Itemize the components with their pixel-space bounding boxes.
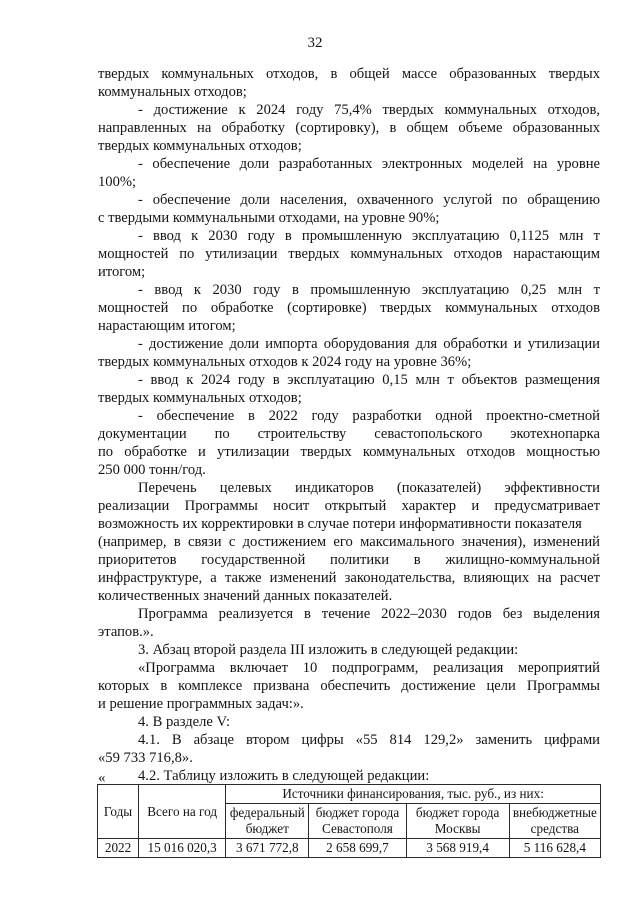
text-line: твердых коммунальных отходов; [98,138,302,154]
text-line: «Программа включает 10 подпрограмм, реализация мероприятий [138,660,600,676]
text-line: направленных на обработку (сортировку), в общем объеме образованных [98,120,600,136]
text-line: нарастающим итогом; [98,318,236,334]
text-line: коммунальных отходов; [98,84,247,100]
text-line: - ввод к 2024 году в эксплуатацию 0,15 млн т объектов размещения [138,372,600,388]
text-line: 3. Абзац второй раздела III изложить в следующей редакции: [138,642,519,658]
text-line: инфраструктуре, а также изменений законодательства, влияющих на расчет [98,570,600,586]
header-moscow: бюджет города Москвы [406,804,509,839]
header-federal: федеральный бюджет [226,804,309,839]
text-line: - обеспечение доли разработанных электронных моделей на уровне [138,156,600,172]
text-line: реализации Программы носит открытый характер и предусматривает [98,498,600,514]
cell-moscow: 3 568 919,4 [406,839,509,858]
opening-quote-mark: « [98,770,106,786]
text-line: документации по строительству севастопольского экотехнопарка [98,426,600,442]
text-line: (например, в связи с достижением его максимального значения), изменений [98,534,600,550]
header-extrabudget: внебюджетные средства [509,804,600,839]
text-line: - ввод к 2030 году в промышленную эксплуатацию 0,1125 млн т [138,228,600,244]
text-line: 100%; [98,174,137,190]
text-line: Перечень целевых индикаторов (показателей) эффективности [138,480,600,496]
text-line: приоритетов государственной политики в жилищно-коммунальной [98,552,600,568]
text-line: с твердыми коммунальными отходами, на уровне 90%; [98,210,440,226]
table-header-row [98,785,601,804]
text-line: 4.2. Таблицу изложить в следующей редакции: [138,768,430,784]
text-line: и решение программных задач:». [98,696,304,712]
text-line: этапов.». [98,624,154,640]
text-line: - достижение доли импорта оборудования для обработки и утилизации [138,336,600,352]
header-total: Всего на год [139,785,226,839]
text-line: итогом; [98,264,146,280]
cell-extrabudget: 5 116 628,4 [509,839,600,858]
text-line: твердых коммунальных отходов, в общей массе образованных твердых [98,66,600,82]
cell-total: 15 016 020,3 [139,839,226,858]
text-line: 250 000 тонн/год. [98,462,206,478]
text-line: 4. В разделе V: [138,714,231,730]
header-sevastopol: бюджет города Севастополя [309,804,406,839]
text-line: - достижение к 2024 году 75,4% твердых коммунальных отходов, [138,102,600,118]
cell-sevastopol: 2 658 699,7 [309,839,406,858]
cell-federal: 3 671 772,8 [226,839,309,858]
text-line: - ввод к 2030 году в промышленную эксплуатацию 0,25 млн т [138,282,600,298]
text-line: «59 733 716,8». [98,750,193,766]
text-line: которых в комплексе призвана обеспечить достижение цели Программы [98,678,600,694]
page-number: 32 [307,35,323,51]
text-line: мощностей по утилизации твердых коммунальных отходов нарастающим [98,246,600,262]
cell-year: 2022 [98,839,139,858]
header-sources: Источники финансирования, тыс. руб., из них: [226,785,601,804]
text-line: Программа реализуется в течение 2022–2030 годов без выделения [138,606,600,622]
text-line: твердых коммунальных отходов; [98,390,302,406]
text-line: количественных значений данных показателей. [98,588,393,604]
text-line: - обеспечение в 2022 году разработки одной проектно-сметной [138,408,600,424]
text-line: возможность их корректировки в случае потери информативности показателя [98,516,582,532]
financing-table [97,784,601,858]
text-line: 4.1. В абзаце втором цифры «55 814 129,2» заменить цифрами [138,732,600,748]
text-line: по обработке и утилизации твердых коммунальных отходов мощностью [98,444,600,460]
text-line: твердых коммунальных отходов к 2024 году на уровне 36%; [98,354,472,370]
header-years: Годы [98,785,139,839]
text-line: - обеспечение доли населения, охваченного услугой по обращению [138,192,600,208]
table-row [98,839,601,858]
text-line: мощностей по обработке (сортировке) твердых коммунальных отходов [98,300,600,316]
